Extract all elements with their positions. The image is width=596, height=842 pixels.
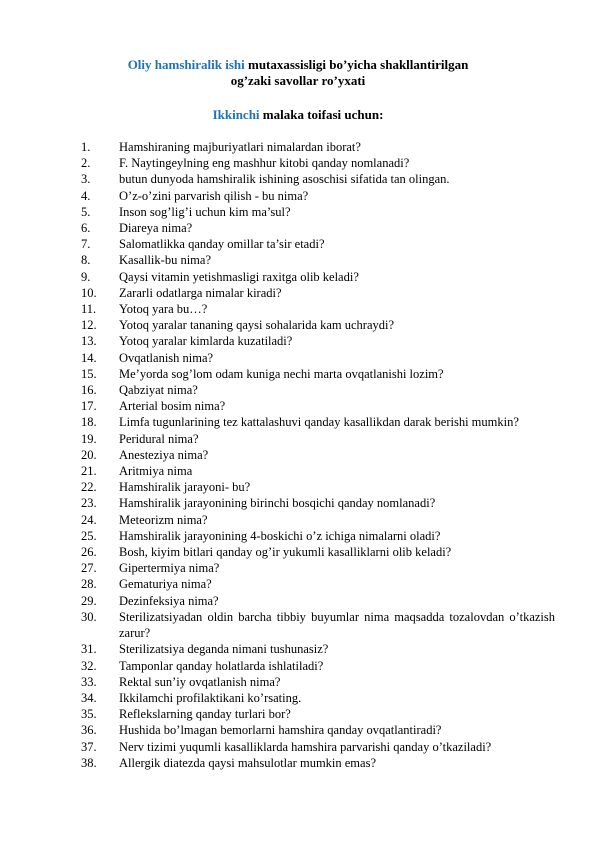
question-text: Rektal sun’iy ovqatlanish nima? [119,674,281,689]
question-number: 2. [81,156,91,171]
document-title-line2: og’zaki savollar ro’yxati [230,73,366,88]
question-text: Ovqatlanish nima? [119,350,214,365]
question-text: Yotoq yaralar kimlarda kuzatiladi? [119,334,293,349]
question-text: O’z-o’zini parvarish qilish - bu nima? [119,188,309,203]
question-list [81,139,555,771]
title-highlight: Oliy hamshiralik ishi [127,57,245,72]
question-number: 10. [81,285,97,300]
question-text: Qaysi vitamin yetishmasligi raxitga olib keladi? [119,269,359,284]
question-number: 18. [81,415,97,430]
question-number: 13. [81,334,97,349]
question-item [81,593,555,609]
question-text: Sterilizatsiyadan oldin barcha tibbiy buyumlar nima maqsadda tozalovdan o’tkazish zarur? [119,609,555,641]
question-text: Limfa tugunlarining tez kattalashuvi qanday kasallikdan darak berishi mumkin? [119,415,519,430]
question-text: Sterilizatsiya deganda nimani tushunasiz? [119,642,329,657]
question-text: butun dunyoda hamshiralik ishining asoschisi sifatida tan olingan. [119,172,450,187]
question-item [81,398,555,414]
question-item [81,706,555,722]
question-item [81,658,555,674]
question-item [81,333,555,349]
question-number: 30. [81,609,97,624]
question-text: Allergik diatezda qaysi mahsulotlar mumkin emas? [119,755,376,770]
question-number: 35. [81,707,97,722]
question-item [81,220,555,236]
question-text: Salomatlikka qanday omillar ta’sir etadi? [119,237,325,252]
question-text: Anesteziya nima? [119,447,209,462]
question-item [81,414,555,430]
document-subtitle [0,107,596,123]
question-item [81,447,555,463]
title-rest: mutaxassisligi bo’yicha shakllantirilgan [244,57,469,72]
question-text: Dezinfeksiya nima? [119,593,219,608]
question-item [81,139,555,155]
question-item [81,755,555,771]
question-number: 22. [81,480,97,495]
question-item [81,431,555,447]
question-number: 14. [81,350,97,365]
question-number: 31. [81,642,97,657]
question-number: 23. [81,496,97,511]
subtitle-highlight: Ikkinchi [212,107,260,122]
question-number: 9. [81,269,91,284]
question-text: Hamshiraning majburiyatlari nimalardan iborat? [119,140,361,154]
question-number: 4. [81,188,91,203]
question-text: Hamshiralik jarayonining birinchi bosqichi qanday nomlanadi? [119,496,436,511]
question-text: Reflekslarning qanday turlari bor? [119,707,291,722]
question-item [81,674,555,690]
question-item [81,188,555,204]
question-number: 1. [81,140,91,154]
question-item [81,463,555,479]
question-text: Diareya nima? [119,221,193,236]
question-item [81,204,555,220]
question-text: Hamshiralik jarayoni- bu? [119,480,251,495]
question-text: Peridural nima? [119,431,199,446]
question-text: Zararli odatlarga nimalar kiradi? [119,285,282,300]
question-item [81,576,555,592]
question-text: Qabziyat nima? [119,383,198,398]
question-number: 32. [81,658,97,673]
question-text: Inson sog’lig’i uchun kim ma’sul? [119,204,291,219]
question-number: 28. [81,577,97,592]
question-text: F. Naytingeylning eng mashhur kitobi qanday nomlanadi? [119,156,410,171]
question-number: 3. [81,172,91,187]
question-number: 25. [81,528,97,543]
question-number: 12. [81,318,97,333]
question-text: Ikkilamchi profilaktikani ko’rsating. [119,690,302,705]
question-number: 33. [81,674,97,689]
question-number: 27. [81,561,97,576]
question-item [81,560,555,576]
question-item [81,479,555,495]
question-number: 24. [81,512,97,527]
question-item [81,236,555,252]
question-number: 37. [81,739,97,754]
question-text: Me’yorda sog’lom odam kuniga nechi marta ovqatlanishi lozim? [119,366,444,381]
question-item [81,690,555,706]
question-number: 20. [81,447,97,462]
question-text: Gematuriya nima? [119,577,212,592]
question-item [81,528,555,544]
question-item [81,171,555,187]
question-item [81,512,555,528]
question-text: Meteorizm nima? [119,512,208,527]
question-item [81,722,555,738]
question-item [81,544,555,560]
question-item [81,609,555,641]
document-title [0,57,596,89]
question-text: Kasallik-bu nima? [119,253,211,268]
question-item [81,350,555,366]
question-number: 26. [81,545,97,560]
question-item [81,252,555,268]
question-text: Tamponlar qanday holatlarda ishlatiladi? [119,658,324,673]
question-text: Nerv tizimi yuqumli kasalliklarda hamshira parvarishi qanday o’tkaziladi? [119,739,492,754]
document-title-line1 [0,57,596,73]
question-item [81,155,555,171]
question-item [81,641,555,657]
question-number: 16. [81,383,97,398]
question-number: 19. [81,431,97,446]
question-item [81,366,555,382]
question-item [81,495,555,511]
question-item [81,301,555,317]
question-number: 21. [81,464,97,479]
question-number: 15. [81,366,97,381]
question-text: Gipertermiya nima? [119,561,220,576]
question-number: 36. [81,723,97,738]
question-number: 34. [81,690,97,705]
question-text: Yotoq yara bu…? [119,302,208,317]
question-item [81,382,555,398]
question-number: 17. [81,399,97,414]
question-number: 7. [81,237,91,252]
question-text: Aritmiya nima [119,464,193,479]
question-item [81,269,555,285]
subtitle-rest: malaka toifasi uchun: [259,107,384,122]
question-item [81,317,555,333]
question-number: 38. [81,755,97,770]
question-number: 29. [81,593,97,608]
question-text: Arterial bosim nima? [119,399,226,414]
question-text: Yotoq yaralar tananing qaysi sohalarida kam uchraydi? [119,318,395,333]
question-text: Bosh, kiyim bitlari qanday og’ir yukumli kasalliklarni olib keladi? [119,545,452,560]
question-item [81,285,555,301]
question-text: Hamshiralik jarayonining 4-boskichi o’z ichiga nimalarni oladi? [119,528,441,543]
question-number: 6. [81,221,91,236]
question-number: 8. [81,253,91,268]
question-number: 11. [81,302,97,317]
question-number: 5. [81,204,91,219]
question-item [81,739,555,755]
question-text: Hushida bo’lmagan bemorlarni hamshira qanday ovqatlantiradi? [119,723,442,738]
